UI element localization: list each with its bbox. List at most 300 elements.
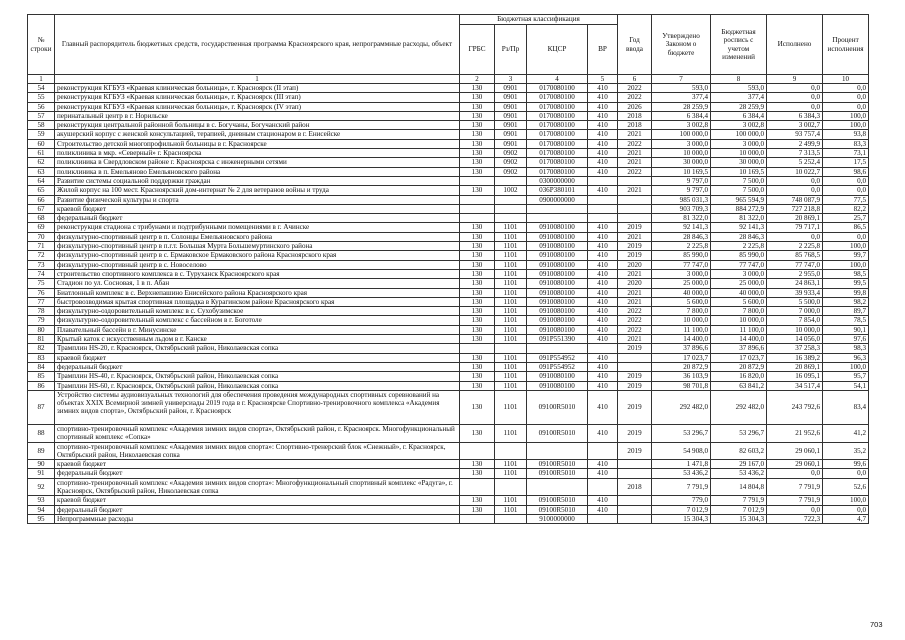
executed-cell: 0,0: [767, 232, 823, 241]
row-number-cell: 54: [28, 84, 55, 93]
object-name-cell: федеральный бюджет: [55, 505, 460, 514]
kcsr-cell: 09100R5010: [527, 390, 588, 424]
roster-cell: 10 169,5: [711, 167, 767, 176]
approved-cell: 1 471,8: [652, 460, 711, 469]
approved-cell: 53 436,2: [652, 469, 711, 478]
kcsr-cell: 0300000000: [527, 176, 588, 185]
grbs-cell: 130: [460, 381, 495, 390]
kcsr-cell: 0900000000: [527, 195, 588, 204]
roster-cell: 593,0: [711, 84, 767, 93]
year-cell: 2019: [618, 223, 652, 232]
rzpr-cell: 1101: [495, 362, 527, 371]
object-name-cell: поликлиника в Свердловском районе г. Красноярска с инженерными сетями: [55, 158, 460, 167]
roster-cell: 29 167,0: [711, 460, 767, 469]
vr-cell: 410: [588, 111, 618, 120]
kcsr-cell: 0910080100: [527, 223, 588, 232]
rzpr-cell: 0902: [495, 167, 527, 176]
year-cell: 2018: [618, 121, 652, 130]
vr-cell: [588, 514, 618, 523]
grbs-cell: 130: [460, 232, 495, 241]
vr-cell: 410: [588, 139, 618, 148]
roster-cell: 85 990,0: [711, 251, 767, 260]
table-row: [28, 139, 869, 148]
roster-cell: 884 272,9: [711, 204, 767, 213]
roster-cell: 6 384,4: [711, 111, 767, 120]
executed-cell: 0,0: [767, 93, 823, 102]
kcsr-cell: 091P554952: [527, 362, 588, 371]
object-name-cell: реконструкция центральной районной больницы в с. Богучаны, Богучанский район: [55, 121, 460, 130]
rzpr-cell: 0901: [495, 130, 527, 139]
roster-cell: 10 000,0: [711, 149, 767, 158]
year-cell: 2022: [618, 307, 652, 316]
page-number: 703: [870, 620, 883, 629]
year-cell: [618, 514, 652, 523]
roster-cell: 3 002,8: [711, 121, 767, 130]
year-cell: [618, 353, 652, 362]
rzpr-cell: [495, 442, 527, 460]
percent-cell: 0,0: [823, 93, 869, 102]
percent-cell: 98,2: [823, 297, 869, 306]
row-number-cell: 78: [28, 307, 55, 316]
roster-cell: 7 800,0: [711, 307, 767, 316]
grbs-cell: [460, 214, 495, 223]
percent-cell: 54,1: [823, 381, 869, 390]
object-name-cell: Трамплин HS-60, г. Красноярск, Октябрьский район, Николаевская сопка: [55, 381, 460, 390]
percent-cell: 100,0: [823, 111, 869, 120]
executed-cell: 748 087,9: [767, 195, 823, 204]
approved-cell: 98 701,8: [652, 381, 711, 390]
approved-cell: 7 791,9: [652, 478, 711, 496]
vr-cell: 410: [588, 242, 618, 251]
percent-cell: 0,0: [823, 505, 869, 514]
kcsr-cell: 0910080100: [527, 297, 588, 306]
percent-cell: 0,0: [823, 176, 869, 185]
approved-cell: 10 000,0: [652, 316, 711, 325]
kcsr-cell: 09100R5010: [527, 469, 588, 478]
vr-cell: 410: [588, 251, 618, 260]
year-cell: 2018: [618, 111, 652, 120]
row-number-cell: 83: [28, 353, 55, 362]
vr-cell: [588, 176, 618, 185]
roster-cell: 5 600,0: [711, 297, 767, 306]
rzpr-cell: 1101: [495, 223, 527, 232]
grbs-cell: 130: [460, 260, 495, 269]
year-cell: 2021: [618, 297, 652, 306]
grbs-cell: 130: [460, 325, 495, 334]
object-name-cell: физкультурно-спортивный центр в с. Ермаковское Ермаковского района Красноярского края: [55, 251, 460, 260]
object-name-cell: Трамплин HS-40, г. Красноярск, Октябрьский район, Николаевская сопка: [55, 372, 460, 381]
percent-cell: 83,4: [823, 390, 869, 424]
row-number-cell: 70: [28, 232, 55, 241]
percent-cell: 96,3: [823, 353, 869, 362]
grbs-cell: 130: [460, 111, 495, 120]
grbs-cell: 130: [460, 424, 495, 442]
year-cell: 2019: [618, 242, 652, 251]
kcsr-cell: 09100R5010: [527, 460, 588, 469]
approved-cell: 28 259,9: [652, 102, 711, 111]
row-number-cell: 64: [28, 176, 55, 185]
approved-cell: 30 000,0: [652, 158, 711, 167]
vr-cell: 410: [588, 102, 618, 111]
kcsr-cell: 0910080100: [527, 381, 588, 390]
column-number: 1: [55, 75, 460, 84]
roster-cell: 15 304,3: [711, 514, 767, 523]
table-row: [28, 149, 869, 158]
table-row: [28, 167, 869, 176]
percent-cell: 90,1: [823, 325, 869, 334]
year-cell: 2021: [618, 335, 652, 344]
percent-cell: 98,6: [823, 167, 869, 176]
row-number-cell: 65: [28, 186, 55, 195]
kcsr-cell: [527, 478, 588, 496]
row-number-cell: 95: [28, 514, 55, 523]
percent-cell: 99,7: [823, 251, 869, 260]
grbs-cell: 130: [460, 223, 495, 232]
year-cell: 2022: [618, 325, 652, 334]
table-row: [28, 381, 869, 390]
executed-cell: 7 791,9: [767, 496, 823, 505]
row-number-cell: 79: [28, 316, 55, 325]
grbs-cell: 130: [460, 279, 495, 288]
vr-cell: 410: [588, 390, 618, 424]
year-cell: [618, 505, 652, 514]
vr-cell: 410: [588, 381, 618, 390]
column-number: 4: [527, 75, 588, 84]
approved-cell: 36 103,9: [652, 372, 711, 381]
vr-cell: 410: [588, 232, 618, 241]
approved-cell: 6 384,4: [652, 111, 711, 120]
table-row: [28, 362, 869, 371]
roster-cell: 7 500,0: [711, 186, 767, 195]
row-number-cell: 63: [28, 167, 55, 176]
executed-cell: 3 002,7: [767, 121, 823, 130]
year-cell: [618, 469, 652, 478]
year-cell: 2019: [618, 381, 652, 390]
percent-cell: 25,7: [823, 214, 869, 223]
grbs-cell: 130: [460, 130, 495, 139]
percent-cell: 82,2: [823, 204, 869, 213]
rzpr-cell: [495, 204, 527, 213]
roster-cell: 7 012,9: [711, 505, 767, 514]
percent-cell: 97,6: [823, 335, 869, 344]
percent-cell: 100,0: [823, 121, 869, 130]
approved-cell: 85 990,0: [652, 251, 711, 260]
roster-cell: 11 100,0: [711, 325, 767, 334]
row-number-cell: 87: [28, 390, 55, 424]
roster-cell: 377,4: [711, 93, 767, 102]
object-name-cell: Развитие физической культуры и спорта: [55, 195, 460, 204]
object-name-cell: Трамплин HS-20, г. Красноярск, Октябрьский район, Николаевская сопка: [55, 344, 460, 353]
kcsr-cell: 09100R5010: [527, 424, 588, 442]
approved-cell: 3 002,8: [652, 121, 711, 130]
executed-cell: 7 313,5: [767, 149, 823, 158]
budget-table: [27, 14, 869, 524]
kcsr-cell: [527, 442, 588, 460]
row-number-cell: 84: [28, 362, 55, 371]
roster-cell: 30 000,0: [711, 158, 767, 167]
grbs-cell: 130: [460, 505, 495, 514]
executed-cell: 29 060,1: [767, 460, 823, 469]
executed-cell: 16 095,1: [767, 372, 823, 381]
executed-cell: 10 000,0: [767, 325, 823, 334]
approved-cell: 53 296,7: [652, 424, 711, 442]
year-cell: [618, 176, 652, 185]
grbs-cell: 130: [460, 288, 495, 297]
row-number-cell: 69: [28, 223, 55, 232]
table-row: [28, 424, 869, 442]
vr-cell: 410: [588, 260, 618, 269]
grbs-cell: 130: [460, 251, 495, 260]
row-number-cell: 89: [28, 442, 55, 460]
percent-cell: 100,0: [823, 496, 869, 505]
approved-cell: 20 872,9: [652, 362, 711, 371]
header-executed: Исполнено: [767, 15, 823, 75]
object-name-cell: Непрограммные расходы: [55, 514, 460, 523]
column-number: 3: [495, 75, 527, 84]
object-name-cell: строительство спортивного комплекса в с. Туруханск Красноярского края: [55, 269, 460, 278]
percent-cell: 86,5: [823, 223, 869, 232]
roster-cell: 53 436,2: [711, 469, 767, 478]
header-kcsr: КЦСР: [527, 25, 588, 75]
percent-cell: 78,5: [823, 316, 869, 325]
table-row: [28, 269, 869, 278]
kcsr-cell: 09100R5010: [527, 496, 588, 505]
executed-cell: 29 060,1: [767, 442, 823, 460]
object-name-cell: федеральный бюджет: [55, 362, 460, 371]
object-name-cell: физкультурно-спортивный центр в п. Солонцы Емельяновского района: [55, 232, 460, 241]
rzpr-cell: 0902: [495, 149, 527, 158]
vr-cell: [588, 478, 618, 496]
grbs-cell: [460, 195, 495, 204]
kcsr-cell: 0910080100: [527, 372, 588, 381]
rzpr-cell: 1002: [495, 186, 527, 195]
header-row-number: № строки: [28, 15, 55, 75]
approved-cell: 40 000,0: [652, 288, 711, 297]
header-approved: Утверждено Законом о бюджете: [652, 15, 711, 75]
year-cell: [618, 460, 652, 469]
rzpr-cell: 1101: [495, 353, 527, 362]
row-number-cell: 72: [28, 251, 55, 260]
grbs-cell: 130: [460, 149, 495, 158]
row-number-cell: 77: [28, 297, 55, 306]
row-number-cell: 58: [28, 121, 55, 130]
executed-cell: 20 869,1: [767, 214, 823, 223]
executed-cell: 0,0: [767, 84, 823, 93]
grbs-cell: [460, 478, 495, 496]
object-name-cell: реконструкция КГБУЗ «Краевая клиническая больница», г. Красноярск (II этап): [55, 84, 460, 93]
executed-cell: 243 792,6: [767, 390, 823, 424]
grbs-cell: 130: [460, 353, 495, 362]
column-number: 9: [767, 75, 823, 84]
object-name-cell: спортивно-тренировочный комплекс «Академия зимних видов спорта»: Многофункциональный спортивный комплекс «Радуга», г. Красноярск, Октябрьский район, Николаевская сопка: [55, 478, 460, 496]
executed-cell: 2 499,9: [767, 139, 823, 148]
object-name-cell: федеральный бюджет: [55, 469, 460, 478]
header-name: Главный распорядитель бюджетных средств, государственная программа Красноярского края, непрограммные расходы, объект: [55, 15, 460, 75]
approved-cell: 14 400,0: [652, 335, 711, 344]
header-grbs: ГРБС: [460, 25, 495, 75]
roster-cell: 10 000,0: [711, 316, 767, 325]
percent-cell: 73,1: [823, 149, 869, 158]
row-number-cell: 61: [28, 149, 55, 158]
header-budget-classification: Бюджетная классификация: [460, 15, 618, 25]
table-row: [28, 325, 869, 334]
column-number: 5: [588, 75, 618, 84]
kcsr-cell: 0170080100: [527, 167, 588, 176]
approved-cell: 11 100,0: [652, 325, 711, 334]
row-number-cell: 82: [28, 344, 55, 353]
roster-cell: 2 225,8: [711, 242, 767, 251]
grbs-cell: 130: [460, 390, 495, 424]
roster-cell: 3 000,0: [711, 269, 767, 278]
executed-cell: 21 952,6: [767, 424, 823, 442]
table-row: [28, 307, 869, 316]
column-number: 6: [618, 75, 652, 84]
rzpr-cell: 1101: [495, 242, 527, 251]
executed-cell: 722,3: [767, 514, 823, 523]
executed-cell: 5 500,0: [767, 297, 823, 306]
rzpr-cell: 1101: [495, 390, 527, 424]
table-row: [28, 260, 869, 269]
approved-cell: 9 797,0: [652, 186, 711, 195]
row-number-cell: 68: [28, 214, 55, 223]
kcsr-cell: 0170080100: [527, 102, 588, 111]
kcsr-cell: 0910080100: [527, 307, 588, 316]
vr-cell: 410: [588, 372, 618, 381]
object-name-cell: физкультурно-оздоровительный комплекс в с. Сухобузимское: [55, 307, 460, 316]
column-number-row: [28, 75, 869, 84]
vr-cell: 410: [588, 325, 618, 334]
grbs-cell: 130: [460, 139, 495, 148]
table-row: [28, 195, 869, 204]
vr-cell: 410: [588, 353, 618, 362]
kcsr-cell: 9100000000: [527, 514, 588, 523]
year-cell: 2019: [618, 390, 652, 424]
table-row: [28, 505, 869, 514]
rzpr-cell: 1101: [495, 325, 527, 334]
rzpr-cell: 1101: [495, 260, 527, 269]
approved-cell: 100 000,0: [652, 130, 711, 139]
percent-cell: 35,2: [823, 442, 869, 460]
roster-cell: 965 594,9: [711, 195, 767, 204]
object-name-cell: быстровозводимая крытая спортивная площадка в Курагинском районе Красноярского края: [55, 297, 460, 306]
vr-cell: [588, 442, 618, 460]
rzpr-cell: 1101: [495, 297, 527, 306]
grbs-cell: [460, 514, 495, 523]
year-cell: 2021: [618, 158, 652, 167]
object-name-cell: физкультурно-спортивный центр в п.г.т. Большая Мурта Большемуртинского района: [55, 242, 460, 251]
roster-cell: 37 896,6: [711, 344, 767, 353]
vr-cell: 410: [588, 505, 618, 514]
vr-cell: 410: [588, 316, 618, 325]
grbs-cell: [460, 204, 495, 213]
table-row: [28, 469, 869, 478]
row-number-cell: 59: [28, 130, 55, 139]
approved-cell: 779,0: [652, 496, 711, 505]
object-name-cell: Устройство системы аудиовизуальных технологий для обеспечения проведения международных спортивных соревнований на объектах XXIX Всемирной зимней универсиады 2019 года в г. Красноярске Спортивно-тренировочного комплекса «Академия зимних видов спорта», Октябрьский район, г. Красноярск: [55, 390, 460, 424]
executed-cell: 10 022,7: [767, 167, 823, 176]
executed-cell: 0,0: [767, 176, 823, 185]
table-row: [28, 279, 869, 288]
column-number: 2: [460, 75, 495, 84]
table-row: [28, 130, 869, 139]
roster-cell: 16 820,0: [711, 372, 767, 381]
grbs-cell: 130: [460, 269, 495, 278]
roster-cell: 14 400,0: [711, 335, 767, 344]
row-number-cell: 76: [28, 288, 55, 297]
object-name-cell: акушерский корпус с женской консультацией, терапией, дневным стационаром в г. Енисейске: [55, 130, 460, 139]
roster-cell: 100 000,0: [711, 130, 767, 139]
grbs-cell: [460, 344, 495, 353]
table-row: [28, 390, 869, 424]
rzpr-cell: 0901: [495, 111, 527, 120]
vr-cell: [588, 214, 618, 223]
year-cell: [618, 214, 652, 223]
rzpr-cell: 0901: [495, 93, 527, 102]
rzpr-cell: 0902: [495, 158, 527, 167]
roster-cell: 292 482,0: [711, 390, 767, 424]
roster-cell: 7 500,0: [711, 176, 767, 185]
row-number-cell: 75: [28, 279, 55, 288]
grbs-cell: 130: [460, 362, 495, 371]
percent-cell: 0,0: [823, 186, 869, 195]
kcsr-cell: 091P554952: [527, 353, 588, 362]
kcsr-cell: 0170080100: [527, 121, 588, 130]
executed-cell: 24 863,1: [767, 279, 823, 288]
year-cell: 2019: [618, 424, 652, 442]
row-number-cell: 73: [28, 260, 55, 269]
grbs-cell: 130: [460, 316, 495, 325]
object-name-cell: реконструкция стадиона с трибунами и подтрибунными помещениями в г. Ачинске: [55, 223, 460, 232]
percent-cell: 41,2: [823, 424, 869, 442]
approved-cell: 28 846,3: [652, 232, 711, 241]
year-cell: 2019: [618, 251, 652, 260]
grbs-cell: 130: [460, 242, 495, 251]
kcsr-cell: 0910080100: [527, 260, 588, 269]
rzpr-cell: 1101: [495, 288, 527, 297]
grbs-cell: [460, 176, 495, 185]
rzpr-cell: 1101: [495, 505, 527, 514]
table-row: [28, 478, 869, 496]
executed-cell: 93 757,4: [767, 130, 823, 139]
table-row: [28, 176, 869, 185]
executed-cell: 0,0: [767, 505, 823, 514]
rzpr-cell: 0901: [495, 121, 527, 130]
roster-cell: 14 804,8: [711, 478, 767, 496]
vr-cell: 410: [588, 121, 618, 130]
table-row: [28, 372, 869, 381]
executed-cell: 2 955,0: [767, 269, 823, 278]
object-name-cell: перинатальный центр в г. Норильске: [55, 111, 460, 120]
row-number-cell: 85: [28, 372, 55, 381]
table-row: [28, 242, 869, 251]
year-cell: 2022: [618, 316, 652, 325]
column-number: 8: [711, 75, 767, 84]
object-name-cell: краевой бюджет: [55, 204, 460, 213]
grbs-cell: 130: [460, 158, 495, 167]
object-name-cell: краевой бюджет: [55, 496, 460, 505]
year-cell: 2019: [618, 442, 652, 460]
year-cell: 2020: [618, 260, 652, 269]
roster-cell: 17 023,7: [711, 353, 767, 362]
vr-cell: [588, 195, 618, 204]
object-name-cell: Развитие системы социальной поддержки граждан: [55, 176, 460, 185]
row-number-cell: 67: [28, 204, 55, 213]
roster-cell: 53 296,7: [711, 424, 767, 442]
vr-cell: 410: [588, 223, 618, 232]
grbs-cell: 130: [460, 469, 495, 478]
executed-cell: 77 747,0: [767, 260, 823, 269]
object-name-cell: спортивно-тренировочный комплекс «Академия зимних видов спорта»: Спортивно-тренерский блок «Снежный», г. Красноярск, Октябрьский район, Николаевская сопка: [55, 442, 460, 460]
